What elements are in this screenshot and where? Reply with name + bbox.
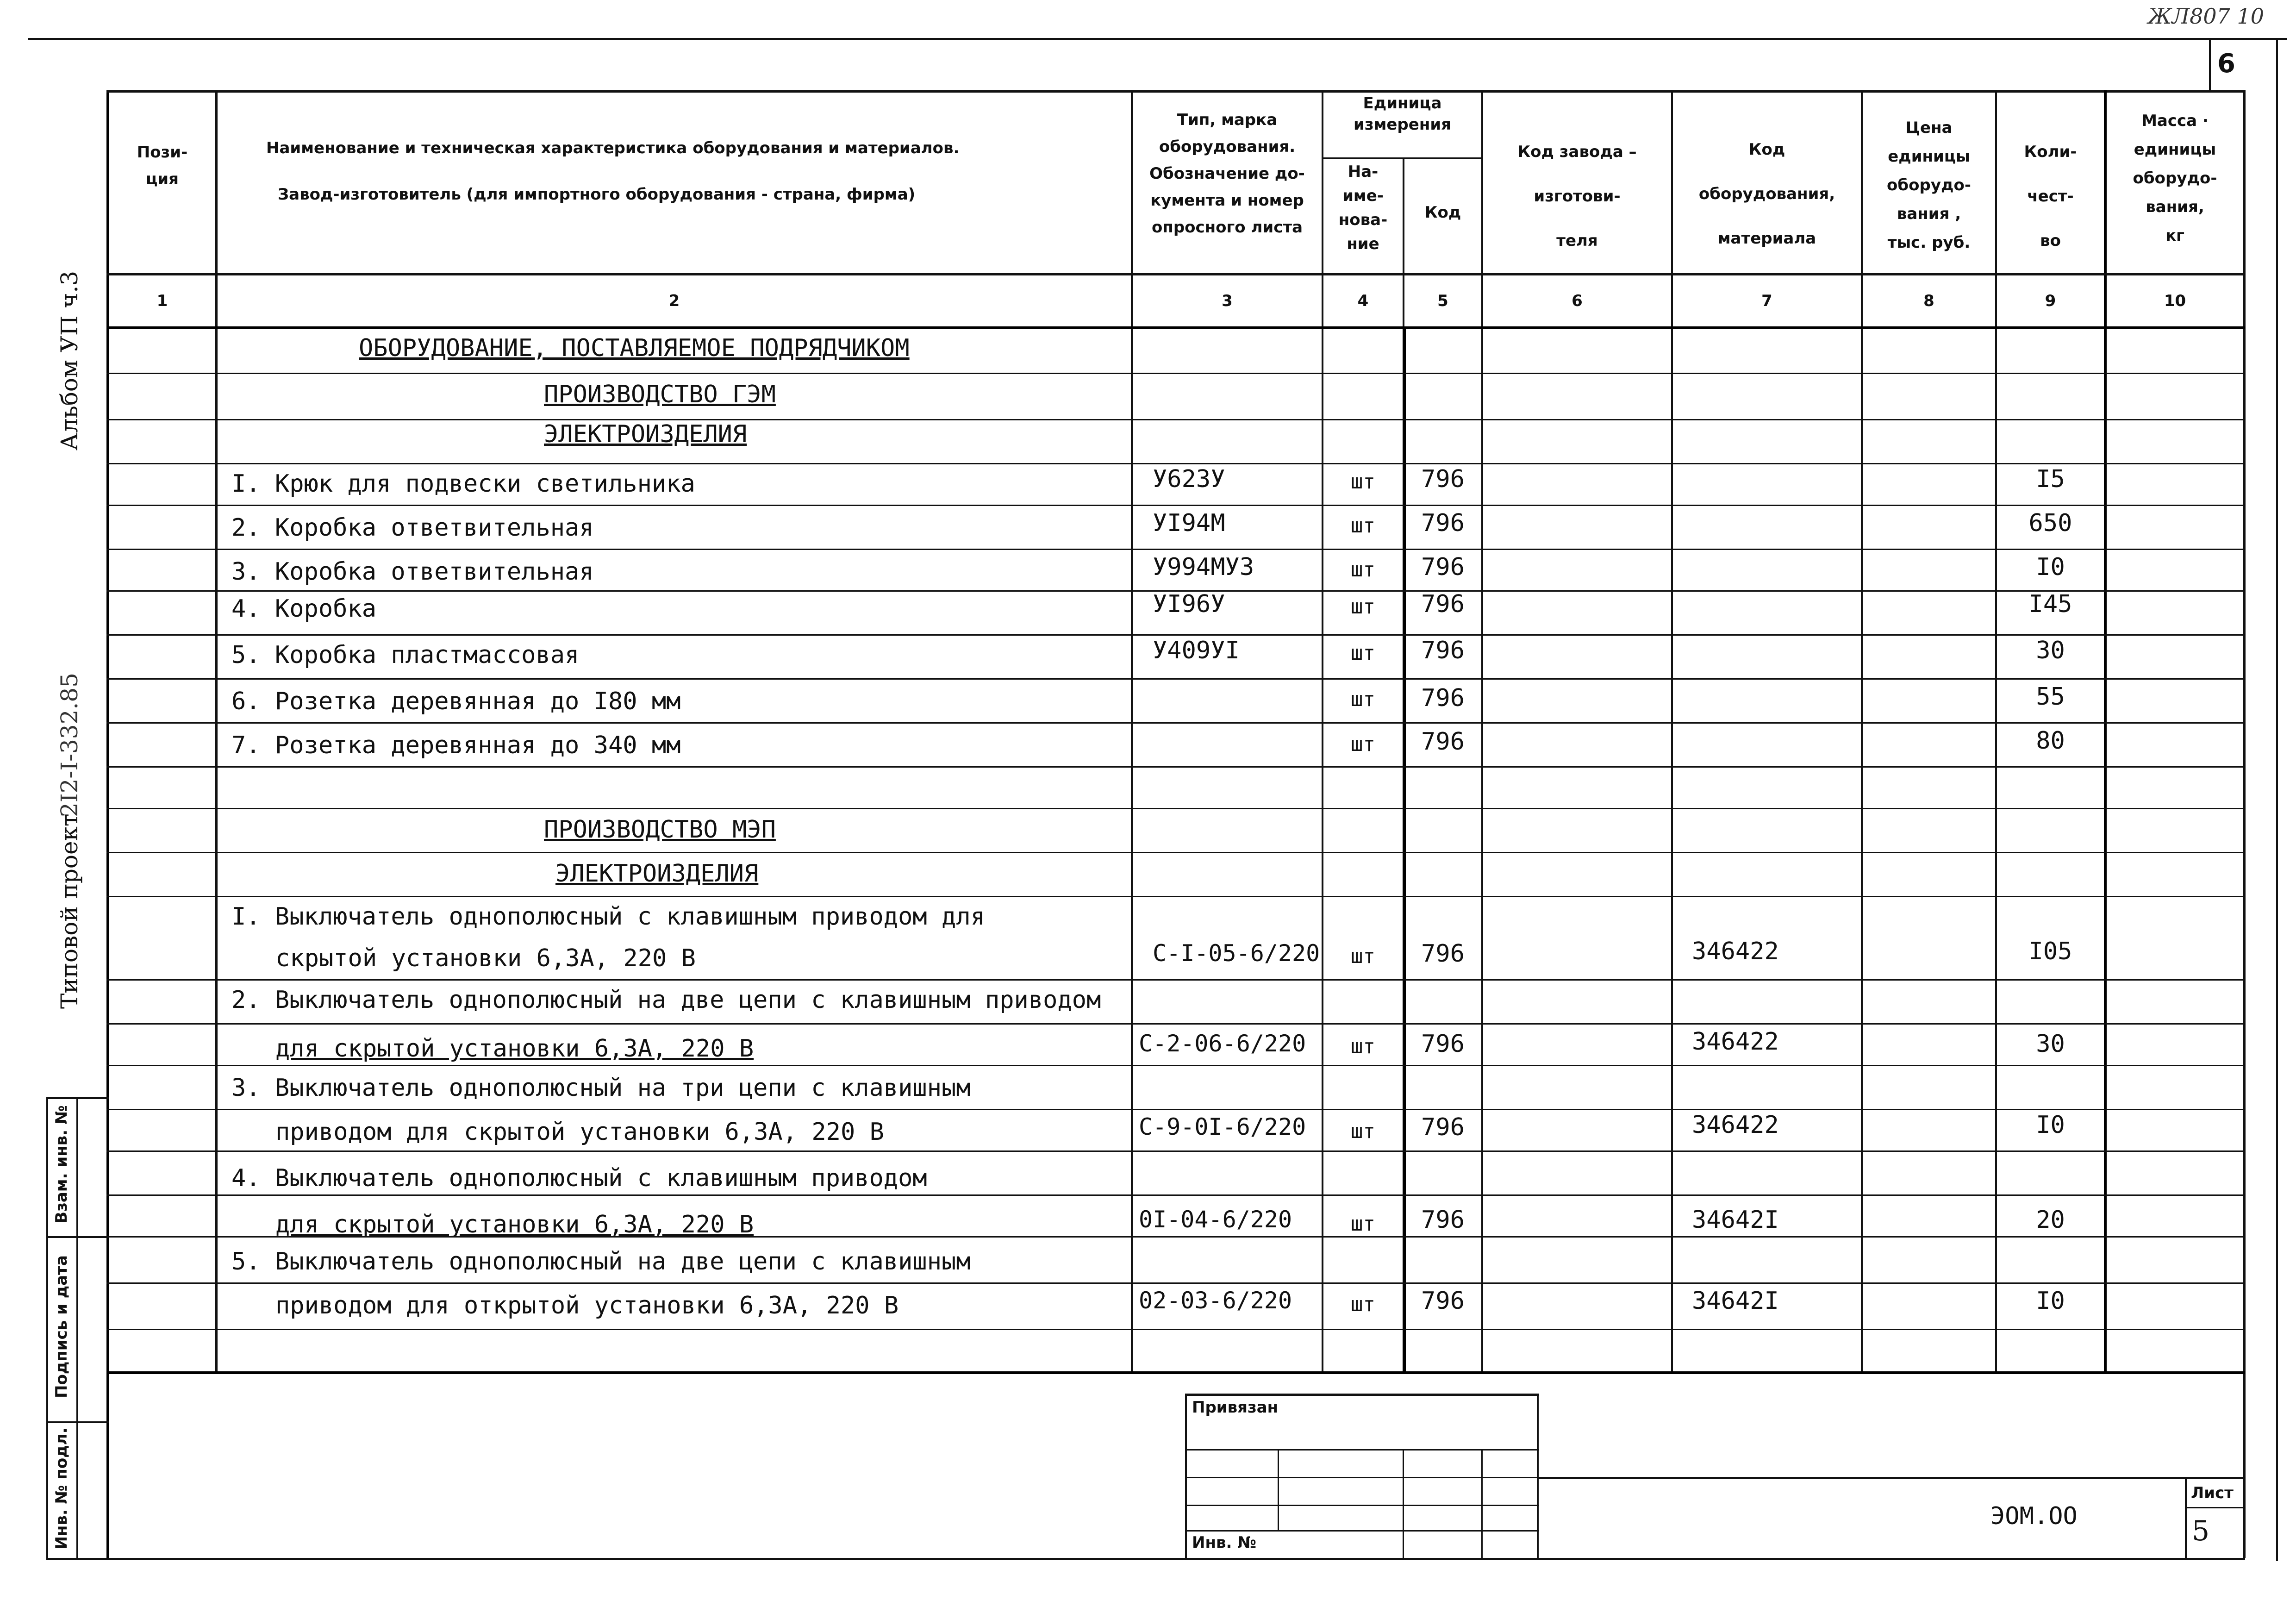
item-qty: 20 xyxy=(2036,1206,2065,1234)
item-qty: I05 xyxy=(2028,938,2072,965)
stamp-inv-no: Инв. № xyxy=(1192,1533,1257,1552)
item-type: 0I-04-6/220 xyxy=(1139,1206,1292,1233)
item-name-line1: 5. Выключатель однополюсный на две цепи с клавишным xyxy=(231,1248,971,1275)
header-col-type: Тип, марка оборудования. Обозначение до- кумента и номер опросного листа xyxy=(1149,111,1305,237)
row-line xyxy=(106,979,2245,981)
item-name: I. Крюк для подвески светильника xyxy=(231,470,695,498)
row-line xyxy=(106,808,2245,809)
item-name: 4. Коробка xyxy=(231,595,377,623)
item-name-line2: приводом для скрытой установки 6,3А, 220 В xyxy=(275,1118,884,1146)
table-top-border xyxy=(106,90,2245,93)
item-code: 796 xyxy=(1421,1206,1465,1234)
item-name-line2: приводом для открытой установки 6,3А, 220 В xyxy=(275,1292,899,1319)
stamp-box-col3 xyxy=(1481,1449,1483,1560)
sheet-number: 5 xyxy=(2192,1515,2210,1547)
row-line xyxy=(106,463,2245,464)
doc-code: ЭОМ.ОО xyxy=(1990,1502,2078,1530)
header-col-price: Цена единицы оборудо- вания , тыс. руб. xyxy=(1887,119,1971,252)
item-unit: шт xyxy=(1351,1293,1375,1316)
colnum-9: 9 xyxy=(2045,292,2056,310)
sheet-box-left xyxy=(2185,1477,2187,1560)
section-mep-electro: ЭЛЕКТРОИЗДЕЛИЯ xyxy=(555,860,759,888)
unit-group-divider xyxy=(1322,157,1481,159)
item-equip-code: 34642I xyxy=(1692,1287,1779,1315)
col-line-9-bold xyxy=(2104,90,2107,1373)
row-line xyxy=(106,373,2245,374)
colnum-2: 2 xyxy=(668,292,680,310)
section-title-contractor: ОБОРУДОВАНИЕ, ПОСТАВЛЯЕМОЕ ПОДРЯДЧИКОМ xyxy=(359,334,910,362)
stamp-box-row3 xyxy=(1185,1505,1539,1506)
frame-bottom-border xyxy=(46,1558,2245,1560)
stamp-label-inv: Инв. № подл. xyxy=(52,1427,71,1550)
item-qty: I5 xyxy=(2036,465,2065,493)
item-qty: I0 xyxy=(2036,1111,2065,1139)
item-unit: шт xyxy=(1351,732,1375,756)
header-col-name-line1: Наименование и техническая характеристика оборудования и материалов. xyxy=(266,139,960,157)
header-col-mass: Масса · единицы оборудо- вания, кг xyxy=(2133,112,2217,245)
header-unit-group: Единица измерения xyxy=(1354,94,1451,134)
row-line xyxy=(106,419,2245,420)
item-equip-code: 34642I xyxy=(1692,1206,1779,1234)
item-type: УI96У xyxy=(1153,590,1225,618)
side-project-number: 2I2-I-332.85 xyxy=(56,673,83,817)
header-col-unit-name: На- име- нова- ние xyxy=(1338,163,1388,253)
stamp-div-1 xyxy=(46,1236,109,1238)
item-type: УI94М xyxy=(1153,509,1225,537)
item-unit: шт xyxy=(1351,641,1375,665)
row-line xyxy=(106,1065,2245,1066)
item-qty: 80 xyxy=(2036,727,2065,755)
item-unit: шт xyxy=(1351,1035,1375,1058)
item-equip-code: 346422 xyxy=(1692,1028,1779,1056)
item-code: 796 xyxy=(1421,509,1465,537)
item-code: 796 xyxy=(1421,1030,1465,1058)
colnum-8: 8 xyxy=(1923,292,1934,310)
row-line xyxy=(106,505,2245,506)
item-qty: 55 xyxy=(2036,683,2065,711)
col-line-5 xyxy=(1481,90,1483,1373)
item-qty: I0 xyxy=(2036,1287,2065,1315)
header-col-position: Пози- ция xyxy=(137,143,188,188)
item-name-line1: I. Выключатель однополюсный с клавишным приводом для xyxy=(231,903,985,931)
row-line xyxy=(106,549,2245,550)
stamp-box-col1 xyxy=(1278,1449,1279,1530)
stamp-strip-outer xyxy=(46,1097,48,1560)
item-qty: I0 xyxy=(2036,553,2065,581)
row-line xyxy=(106,1109,2245,1110)
item-name-line2: для скрытой установки 6,3А, 220 В xyxy=(275,1035,754,1063)
table-right-border xyxy=(2243,90,2246,1558)
item-name-line1: 2. Выключатель однополюсный на две цепи с клавишным приводом xyxy=(231,986,1101,1014)
stamp-label-sign: Подпись и дата xyxy=(52,1255,71,1398)
section-gem-electro: ЭЛЕКТРОИЗДЕЛИЯ xyxy=(544,420,747,448)
item-name: 5. Коробка пластмассовая xyxy=(231,641,580,669)
header-col-name-line2: Завод-изготовитель (для импортного оборудования - страна, фирма) xyxy=(278,185,916,204)
item-unit: шт xyxy=(1351,514,1375,538)
side-project-type: Типовой проект xyxy=(56,813,83,1009)
item-qty: 30 xyxy=(2036,1030,2065,1058)
header-col-qty: Коли- чест- во xyxy=(2024,143,2077,250)
item-name-line2: для скрытой установки 6,3А, 220 В xyxy=(275,1211,754,1238)
item-type: 02-03-6/220 xyxy=(1139,1287,1292,1314)
corner-mark: 6 xyxy=(2217,49,2235,79)
header-col-unit-code: Код xyxy=(1424,203,1461,222)
item-code: 796 xyxy=(1421,465,1465,493)
item-unit: шт xyxy=(1351,470,1375,494)
item-code: 796 xyxy=(1421,940,1465,968)
top-scribble: ЖЛ807 10 xyxy=(2148,4,2265,29)
colnum-4: 4 xyxy=(1357,292,1369,310)
stamp-box-top xyxy=(1185,1394,1539,1396)
item-code: 796 xyxy=(1421,590,1465,618)
item-type: У409УI xyxy=(1153,637,1240,664)
item-type: У994МУ3 xyxy=(1153,553,1254,581)
item-type: С-9-0I-6/220 xyxy=(1139,1113,1306,1140)
section-gem-production: ПРОИЗВОДСТВО ГЭМ xyxy=(544,381,776,408)
stamp-box-row1 xyxy=(1185,1449,1539,1450)
colnum-6: 6 xyxy=(1572,292,1583,310)
colnum-10: 10 xyxy=(2164,292,2186,310)
col-line-3 xyxy=(1322,90,1323,1373)
item-unit: шт xyxy=(1351,595,1375,619)
item-code: 796 xyxy=(1421,1113,1465,1141)
frame-right-edge xyxy=(2276,38,2278,1561)
colnum-5: 5 xyxy=(1437,292,1448,310)
sheet-label: Лист xyxy=(2191,1484,2234,1502)
item-qty: I45 xyxy=(2028,590,2072,618)
item-name: 3. Коробка ответвительная xyxy=(231,558,594,586)
col-line-6 xyxy=(1671,90,1673,1373)
colnum-bottom-line xyxy=(106,326,2245,329)
item-name-line1: 3. Выключатель однополюсный на три цепи с клавишным xyxy=(231,1074,971,1102)
stamp-box-row2 xyxy=(1185,1477,1539,1478)
item-type: С-2-06-6/220 xyxy=(1139,1030,1306,1057)
row-line xyxy=(106,722,2245,724)
stamp-box-row4 xyxy=(1185,1530,1539,1532)
row-line xyxy=(106,852,2245,853)
item-unit: шт xyxy=(1351,1119,1375,1143)
item-unit: шт xyxy=(1351,944,1375,968)
row-line xyxy=(106,896,2245,897)
top-border-line xyxy=(28,38,2287,40)
row-line xyxy=(106,1150,2245,1152)
item-unit: шт xyxy=(1351,1212,1375,1236)
item-name: 7. Розетка деревянная до 340 мм xyxy=(231,731,681,759)
header-bottom-line xyxy=(106,273,2245,275)
item-name-line1: 4. Выключатель однополюсный с клавишным приводом xyxy=(231,1164,927,1192)
stamp-privyazan: Привязан xyxy=(1192,1398,1279,1417)
section-mep-production: ПРОИЗВОДСТВО МЭП xyxy=(544,816,776,844)
colnum-7: 7 xyxy=(1761,292,1772,310)
stamp-box-col2 xyxy=(1403,1449,1404,1560)
colnum-1: 1 xyxy=(156,292,168,310)
sheet-box-divider xyxy=(2185,1507,2245,1508)
row-line xyxy=(106,634,2245,636)
row-line xyxy=(106,1329,2245,1330)
corner-box-left xyxy=(2209,38,2211,91)
item-unit: шт xyxy=(1351,688,1375,711)
row-line xyxy=(106,766,2245,768)
item-equip-code: 346422 xyxy=(1692,1111,1779,1139)
colnum-3: 3 xyxy=(1222,292,1233,310)
item-code: 796 xyxy=(1421,728,1465,756)
item-type: С-I-05-6/220 xyxy=(1153,940,1320,967)
table-bottom-line xyxy=(106,1371,2245,1374)
item-qty: 650 xyxy=(2028,509,2072,537)
table-left-border xyxy=(106,90,109,1560)
row-line xyxy=(106,1282,2245,1284)
stamp-strip-inner xyxy=(76,1097,78,1560)
header-col-equip-code: Код оборудования, материала xyxy=(1698,140,1835,248)
item-name-line2: скрытой установки 6,3А, 220 В xyxy=(275,944,696,972)
stamp-label-replace: Взам. инв. № xyxy=(52,1105,71,1224)
item-qty: 30 xyxy=(2036,637,2065,664)
item-equip-code: 346422 xyxy=(1692,938,1779,965)
item-type: У623У xyxy=(1153,465,1225,493)
item-name: 6. Розетка деревянная до I80 мм xyxy=(231,688,681,715)
row-line xyxy=(106,1194,2245,1196)
item-code: 796 xyxy=(1421,684,1465,712)
doc-code-line xyxy=(1537,1477,2245,1479)
row-line xyxy=(106,678,2245,680)
col-line-7 xyxy=(1861,90,1863,1373)
item-code: 796 xyxy=(1421,1287,1465,1315)
header-col-factory-code: Код завода – изготови- теля xyxy=(1517,143,1637,250)
col-line-1 xyxy=(215,90,218,1373)
item-unit: шт xyxy=(1351,558,1375,581)
item-name: 2. Коробка ответвительная xyxy=(231,514,594,542)
row-line xyxy=(106,1023,2245,1025)
side-album-label: Альбом УП ч.3 xyxy=(56,270,83,451)
col-line-2 xyxy=(1131,90,1133,1373)
item-code: 796 xyxy=(1421,553,1465,581)
item-code: 796 xyxy=(1421,637,1465,664)
